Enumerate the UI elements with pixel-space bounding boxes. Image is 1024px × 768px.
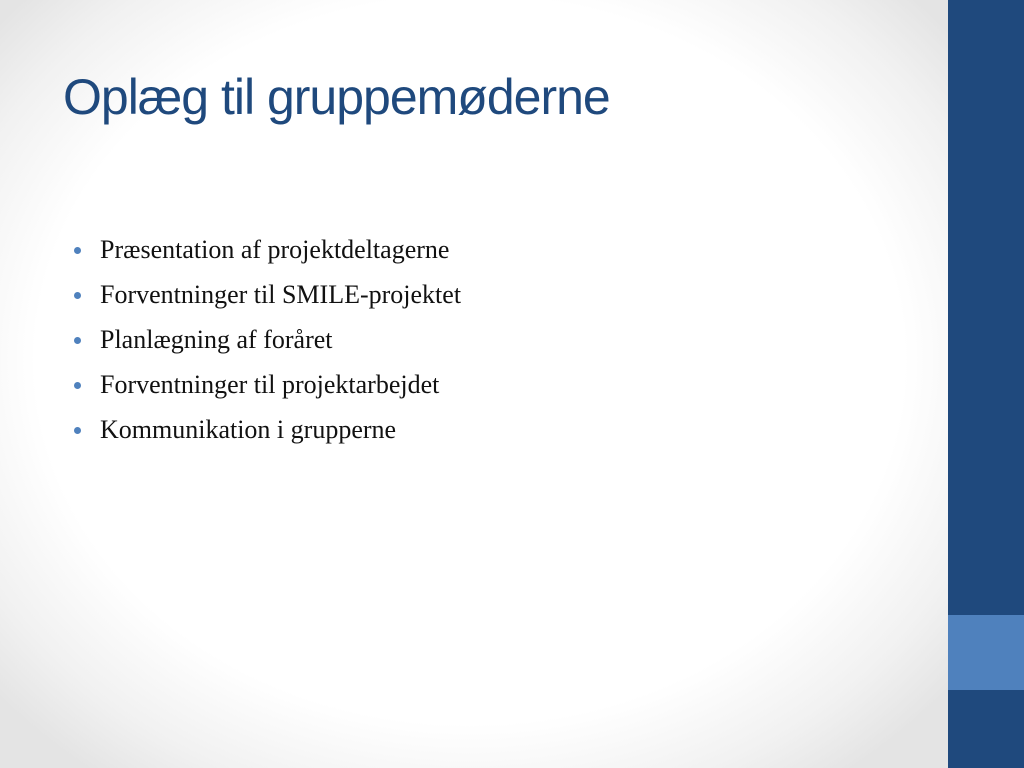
bullet-icon	[74, 292, 81, 299]
bullet-icon	[74, 382, 81, 389]
bullet-icon	[74, 337, 81, 344]
side-decoration-bar	[948, 0, 1024, 768]
side-bar-dark-segment	[948, 690, 1024, 768]
list-item	[72, 275, 461, 320]
side-bar-accent-segment	[948, 615, 1024, 690]
list-item-text: Forventninger til SMILE-projektet	[100, 280, 462, 309]
list-item	[72, 230, 461, 275]
list-item	[72, 410, 461, 455]
list-item	[72, 320, 461, 365]
list-item-text: Forventninger til projektarbejdet	[100, 370, 440, 399]
slide-title: Oplæg til gruppemøderne	[63, 69, 610, 125]
list-item-text: Præsentation af projektdeltagerne	[100, 235, 450, 264]
bullet-list	[72, 230, 461, 455]
bullet-icon	[74, 427, 81, 434]
list-item	[72, 365, 461, 410]
list-item-text: Kommunikation i grupperne	[100, 415, 397, 444]
list-item-text: Planlægning af foråret	[100, 325, 333, 354]
side-bar-dark-segment	[948, 0, 1024, 615]
bullet-icon	[74, 247, 81, 254]
